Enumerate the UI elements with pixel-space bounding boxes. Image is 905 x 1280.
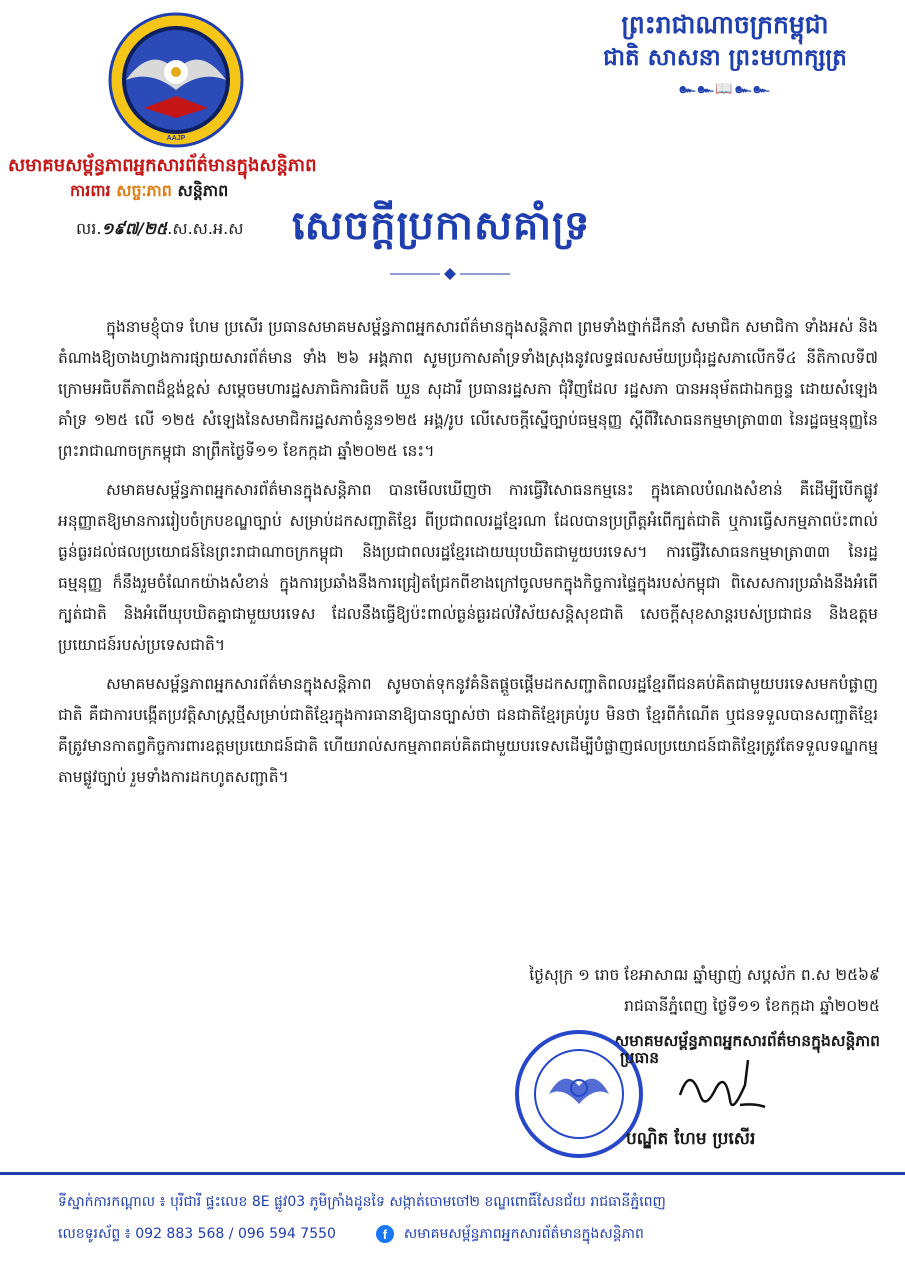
ref-number: ១៩៧/២៥ <box>101 219 168 238</box>
facebook-page-name: សមាគមសម្ព័ន្ធភាពអ្នកសារព័ត៌មានក្នុងសន្តិភាព <box>403 1226 644 1242</box>
kingdom-motto <box>575 8 875 100</box>
document-body <box>58 312 878 801</box>
motto-word-1: ការពារ <box>70 181 111 200</box>
org-motto <box>70 180 370 202</box>
reference-number <box>76 218 243 242</box>
signatory-position: ប្រធាន <box>620 1049 660 1067</box>
organization-name: សមាគមសម្ព័ន្ធភាពអ្នកសារព័ត៌មានក្នុងសន្តិភាព <box>8 155 317 176</box>
motto-word-3: សន្តិភាព <box>177 181 229 200</box>
motto-word-2: សច្ចៈភាព <box>116 181 172 200</box>
ref-prefix: លរ. <box>76 219 102 238</box>
paragraph-2: សមាគមសម្ព័ន្ធភាពអ្នកសារព័ត៌មានក្នុងសន្តិភាព បានមើលឃើញថា ការធ្វើវិសោធនកម្មនេះ ក្នុងគោលបំណងសំខាន់ គឺដើម្បីបើកផ្លូវអនុញ្ញាតឱ្យមានការរៀបចំក្របខណ្ឌច្បាប់ សម្រាប់ដកសញ្ជាតិខ្មែរ ពីប្រជាពលរដ្ឋខ្មែរណា ដែលបានប្រព្រឹត្តអំពើក្បត់ជាតិ ឬការធ្វើសកម្មភាពប៉ះពាល់ធ្ងន់ធ្ងរដល់ផលប្រយោជន៍នៃព្រះរាជាណាចក្រកម្ពុជា និងប្រជាពលរដ្ឋខ្មែរដោយឃុបឃិតជាមួយបរទេស។ ការធ្វើវិសោធនកម្មមាត្រា៣៣ នៃរដ្ឋធម្មនុញ្ញ ក៏នឹងរួមចំណែកយ៉ាងសំខាន់ ក្នុងការប្រឆាំងនឹងការជ្រៀតជ្រែកពីខាងក្រៅចូលមកក្នុងកិច្ចការផ្ទៃក្នុងរបស់កម្ពុជា ពិសេសការប្រឆាំងនឹងអំពើក្បត់ជាតិ និងអំពើឃុបឃិតគ្នាជាមួយបរទេស ដែលនឹងធ្វើឱ្យប៉ះពាល់ធ្ងន់ធ្ងរដល់វិស័យសន្តិសុខជាតិ សេចក្តីសុខសាន្តរបស់ប្រជាជន និងឧត្តមប្រយោជន៍របស់ប្រទេសជាតិ។ <box>58 481 878 654</box>
signatory-name: បណ្ឌិត ហែម ប្រសើរ <box>626 1129 756 1149</box>
title-divider <box>390 268 510 280</box>
document-title: សេចក្តីប្រកាសគាំទ្រ <box>292 202 591 249</box>
date-solar: រាជធានីភ្នំពេញ ថ្ងៃទី១១ ខែកក្កដា ឆ្នាំ២០២៥ <box>624 997 880 1015</box>
paragraph-1: ក្នុងនាមខ្ញុំបាទ ហែម ប្រសើរ ប្រធានសមាគមសម្ព័ន្ធភាពអ្នកសារព័ត៌មានក្នុងសន្តិភាព ព្រមទាំងថ្នាក់ដឹកនាំ សមាជិក សមាជិកា ទាំងអស់ និងតំណាងឱ្យចាងហ្វាងការផ្សាយសារព័ត៌មាន ទាំង ២៦ អង្គភាព សូមប្រកាសគាំទ្រទាំងស្រុងនូវលទ្ធផលសម័យប្រជុំរដ្ឋសភាលើកទី៤ នីតិកាលទី៧ ក្រោមអធិបតីភាពដ៏ខ្ពង់ខ្ពស់ សម្តេចមហារដ្ឋសភាធិការធិបតី ឃួន សុដារី ប្រធានរដ្ឋសភា ជុំវិញដែល រដ្ឋសភា បានអនុម័តជាឯកច្ឆន្ទ ដោយសំឡេងគាំទ្រ ១២៥ លើ ១២៥ សំឡេងនៃសមាជិករដ្ឋសភាចំនួន១២៥ អង្គ/រូប លើសេចក្តីស្នើច្បាប់ធម្មនុញ្ញ ស្តីពីវិសោធនកម្មមាត្រា៣៣ នៃរដ្ឋធម្មនុញ្ញនៃព្រះរាជាណាចក្រកម្ពុជា នាព្រឹកថ្ងៃទី១១ ខែកក្កដា ឆ្នាំ២០២៥ នេះ។ <box>58 318 878 460</box>
footer-address: ទីស្នាក់ការកណ្តាល ៖ បុរីជារី ផ្ទះលេខ 8E ផ្លូវ03 ភូមិក្រាំងដូនទៃ សង្កាត់ចោមចៅ២ ខណ្ឌពោធិ៍សែនជ័យ រាជធានីភ្នំពេញ <box>58 1194 666 1210</box>
footer-divider <box>0 1172 905 1175</box>
signature-org: សមាគមសម្ព័ន្ធភាពអ្នកសារព័ត៌មានក្នុងសន្តិភាព <box>614 1032 880 1050</box>
svg-text:AAJP: AAJP <box>166 135 186 142</box>
footer <box>58 1186 888 1250</box>
footer-facebook <box>376 1218 644 1250</box>
facebook-icon: f <box>376 1225 394 1243</box>
paragraph-3: សមាគមសម្ព័ន្ធភាពអ្នកសារព័ត៌មានក្នុងសន្តិភាព សូមចាត់ទុកនូវគំនិតផ្តួចផ្តើមដកសញ្ជាតិពលរដ្ឋខ្មែរពីជនគប់គិតជាមួយបរទេសមកបំផ្លាញជាតិ គឺជាការបង្កើតប្រវត្តិសាស្ត្រថ្មីសម្រាប់ជាតិខ្មែរក្នុងការធានាឱ្យបានច្បាស់ថា ជនជាតិខ្មែរគ្រប់រូប មិនថា ខ្មែរពីកំណើត ឬជនទទួលបានសញ្ជាតិខ្មែរ គឺត្រូវមានកាតព្វកិច្ចការពារឧត្តមប្រយោជន៍ជាតិ ហើយរាល់សកម្មភាពគប់គិតជាមួយបរទេសដើម្បីបំផ្លាញផលប្រយោជន៍ជាតិខ្មែរត្រូវតែទទួលទណ្ឌកម្មតាមផ្លូវច្បាប់ រួមទាំងការដកហូតសញ្ជាតិ។ <box>58 675 878 786</box>
ref-suffix: .ស.ស.អ.ស <box>167 219 244 238</box>
footer-phone: លេខទូរស័ព្ទ ៖ 092 883 568 / 096 594 7550 <box>58 1226 336 1242</box>
ornament-divider: ๛๛📖๛๛ <box>678 81 772 97</box>
kingdom-line-2: ជាតិ សាសនា ព្រះមហាក្សត្រ <box>603 44 847 71</box>
association-logo <box>86 10 266 150</box>
kingdom-line-1: ព្រះរាជាណាចក្រកម្ពុជា <box>621 10 829 39</box>
handwritten-signature <box>670 1055 770 1125</box>
signature-block <box>440 960 880 1057</box>
date-lunar: ថ្ងៃសុក្រ ១ រោច ខែអាសាឍ ឆ្នាំម្សាញ់ សប្តស័ក ព.ស ២៥៦៩ <box>529 966 880 984</box>
